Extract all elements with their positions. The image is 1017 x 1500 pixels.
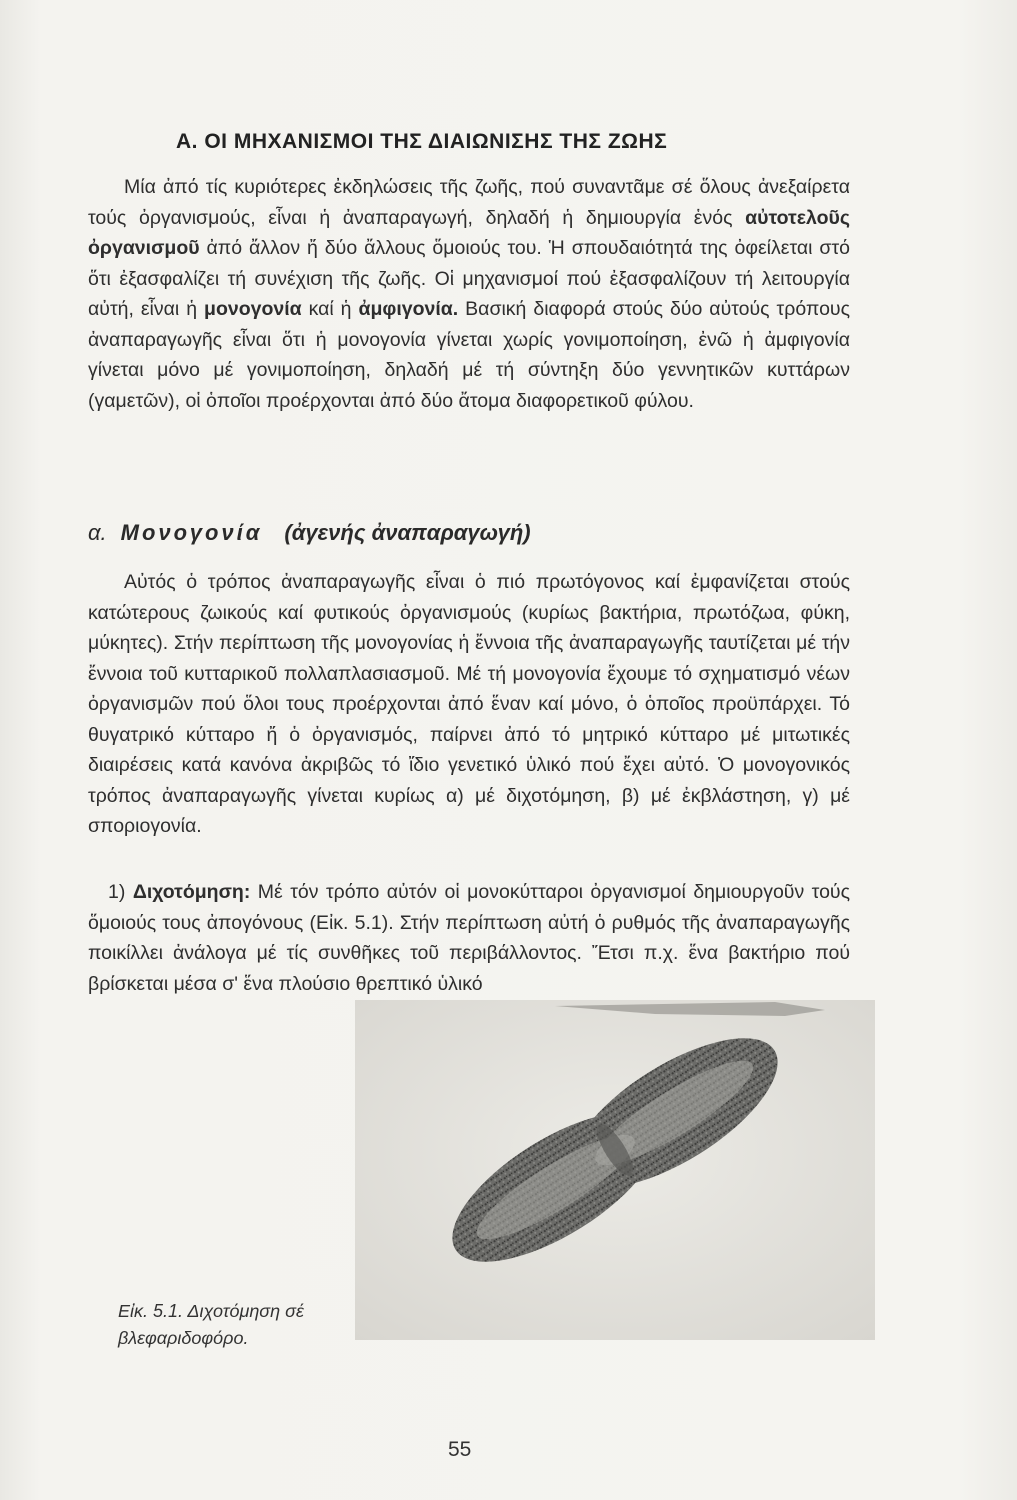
subsection-paragraph: Αὐτός ὁ τρόπος ἀναπαραγωγῆς εἶναι ὁ πιό πρωτόγονος καί ἐμφανίζεται στούς κατώτερους ζωικούς καί φυτικούς ὀργανισμούς (κυρίως βακτήρια, πρωτόζωα, φύκη, μύκητες). Στήν περίπτωση τῆς μονογονίας ἡ ἔννοια τῆς ἀναπαραγωγῆς ταυτίζεται μέ τήν ἔννοια τοῦ κυτταρικοῦ πολλαπλασιασμοῦ. Μέ τή μονογονία ἔχουμε τό σχηματισμό νέων ὀργανισμῶν πού ὅλοι τους προέρχονται ἀπό ἕναν καί μόνο, ὁ ὁποῖος προϋπάρχει. Τό θυγατρικό κύτταρο ἤ ὁ ὀργανισμός, παίρνει ἀπό τό μητρικό κύτταρο μέ μιτωτικές διαιρέσεις κατά κανόνα ἀκριβῶς τό ἴδιο γενετικό ὑλικό πού ἔχει αὐτό. Ὁ μονογονικός τρόπος ἀναπαραγωγῆς γίνεται κυρίως α) μέ διχοτόμηση, β) μέ ἐκβλάστηση, γ) μέ σποριογονία. [88,571,850,837]
subsection-heading [88,520,531,546]
intro-text-1: Μία ἀπό τίς κυριότερες ἐκδηλώσεις τῆς ζωῆς, πού συναντᾶμε σέ ὅλους ἀνεξαίρετα τούς ὀργανισμούς, εἶναι ἡ ἀναπαραγωγή, δηλαδή ἡ δημιουργία ἑνός [88,176,850,229]
subsection-subtitle: (ἀγενής ἀναπαραγωγή) [284,520,531,545]
figure-micrograph [355,1000,875,1340]
intro-text-2: ἀπό ἄλλον ἤ δύο ἄλλους ὅμοιούς του. Ἡ σπουδαιότητά της ὀφείλεται στό ὅτι ἐξασφαλίζει τή συνέχιση τῆς ζωῆς. Οἱ μηχανισμοί πού ἐξασφαλίζουν τή λειτουργία αὐτή, εἶναι ἡ [88,237,850,320]
item-term: Διχοτόμηση: [132,881,251,903]
intro-bold-term-1: αὐτοτελοῦς ὀργανισμοῦ [88,206,850,259]
intro-text-4: Βασική διαφορά στούς δύο αὐτούς τρόπους ἀναπαραγωγῆς εἶναι ὅτι ἡ μονογονία γίνεται χωρίς γονιμοποίηση, ἐνῶ ἡ ἀμφιγονία γίνεται μόνο μέ γονιμοποίηση, δηλαδή μέ τή σύντηξη δύο γεννητικῶν κυττάρων (γαμετῶν), οἱ ὁποῖοι προέρχονται ἀπό δύο ἄτομα διαφορετικοῦ φύλου. [88,298,850,412]
subsection-letter: α. [88,520,107,545]
subsection-title: Μονογονία [120,520,263,545]
intro-text-3: καί ἡ [301,298,359,320]
item-text: Μέ τόν τρόπο αὐτόν οἱ μονοκύτταροι ὀργανισμοί δημιουργοῦν τούς ὅμοιούς τους ἀπογόνους (Εἰκ. 5.1). Στήν περίπτωση αὐτή ὁ ρυθμός τῆς ἀναπαραγωγῆς ποικίλλει ἀνάλογα μέ τίς συνθῆκες τοῦ περιβάλλοντος. Ἔτσι π.χ. ἕνα βακτήριο πού βρίσκεται μέσα σ' ἕνα πλούσιο θρεπτικό ὑλικό [88,881,850,995]
intro-paragraph [88,172,850,416]
section-heading: Α. ΟΙ ΜΗΧΑΝΙΣΜΟΙ ΤΗΣ ΔΙΑΙΩΝΙΣΗΣ ΤΗΣ ΖΩΗΣ [176,130,668,153]
intro-bold-term-2: μονογονία [204,298,302,320]
item-number: 1) [108,881,126,903]
caption-line-1: Εἰκ. 5.1. Διχοτόμηση σέ [118,1301,304,1321]
intro-bold-term-3: ἀμφιγονία. [358,298,459,320]
page-number: 55 [448,1438,472,1461]
figure-caption [118,1298,304,1352]
caption-line-2: βλεφαριδοφόρο. [118,1328,249,1348]
numbered-item [88,877,850,999]
